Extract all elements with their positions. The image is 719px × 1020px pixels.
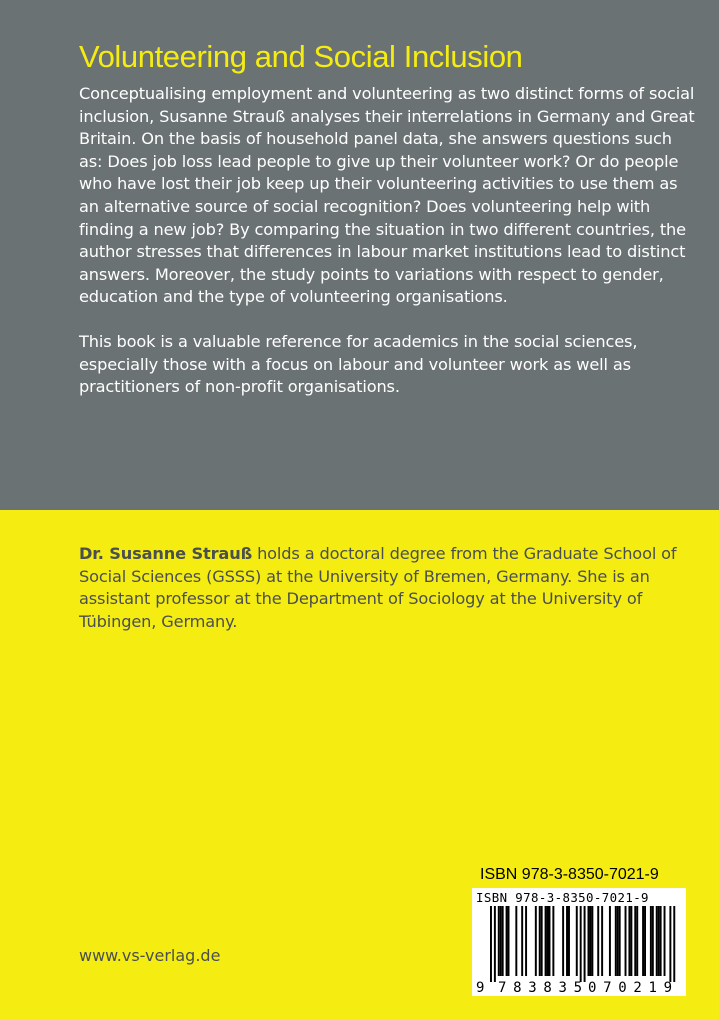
barcode-bars xyxy=(472,888,686,996)
barcode-bar xyxy=(673,906,675,982)
barcode-digit-first: 9 xyxy=(476,980,485,996)
barcode-bar xyxy=(515,906,517,976)
isbn-label: ISBN 978-3-8350-7021-9 xyxy=(480,866,659,883)
barcode-bar xyxy=(642,906,644,976)
barcode-bar xyxy=(552,906,554,976)
barcode-bar xyxy=(660,906,662,976)
barcode-bar xyxy=(545,906,547,976)
barcode-bar xyxy=(566,906,568,976)
barcode-bar xyxy=(609,906,611,976)
barcode-digits-left: 783835 xyxy=(498,980,582,996)
barcode-bar xyxy=(521,906,523,976)
barcode-bar xyxy=(584,906,586,982)
barcode-bar xyxy=(636,906,638,976)
barcode-bar xyxy=(576,906,578,976)
barcode-bar xyxy=(539,906,541,976)
barcode-bar xyxy=(502,906,504,976)
barcode-bar xyxy=(669,906,671,982)
barcode-bar xyxy=(549,906,551,976)
barcode-bar xyxy=(656,906,658,976)
publisher-website[interactable]: www.vs-verlag.de xyxy=(79,946,221,965)
barcode xyxy=(472,888,686,996)
barcode-bar xyxy=(589,906,591,976)
barcode-bar xyxy=(500,906,502,976)
barcode-bar xyxy=(506,906,508,976)
barcode-bar xyxy=(644,906,646,976)
barcode-bar xyxy=(494,906,496,982)
barcode-bar xyxy=(541,906,543,976)
barcode-bar xyxy=(630,906,632,976)
barcode-bar xyxy=(535,906,537,976)
barcode-bar xyxy=(562,906,564,976)
book-title: Volunteering and Social Inclusion xyxy=(79,39,523,74)
barcode-bar xyxy=(615,906,617,976)
barcode-bar xyxy=(591,906,593,976)
barcode-bar xyxy=(617,906,619,976)
barcode-digits-right: 070219 xyxy=(588,980,672,996)
barcode-bar xyxy=(619,906,621,976)
barcode-bar xyxy=(652,906,654,976)
barcode-isbn-text: ISBN 978-3-8350-7021-9 xyxy=(476,890,649,905)
author-name: Dr. Susanne Strauß xyxy=(79,544,253,563)
barcode-bar xyxy=(664,906,666,976)
author-bio xyxy=(79,543,699,633)
barcode-bar xyxy=(580,906,582,982)
author-bio-text: holds a doctoral degree from the Graduate School of Social Sciences (GSSS) at the University of Bremen, Germany. She is an assistant professor at the Department of Sociology at the University of Tübingen, Germany. xyxy=(79,544,677,631)
barcode-bar xyxy=(601,906,603,976)
barcode-bar xyxy=(658,906,660,976)
barcode-bar xyxy=(547,906,549,976)
barcode-bar xyxy=(625,906,627,976)
barcode-bar xyxy=(588,906,590,976)
description-paragraph-1: Conceptualising employment and volunteering as two distinct forms of social inclusion, Susanne Strauß analyses their interrelations in Germany and Great Britain. On the basis of household panel data, she answers questions such as: Does job loss lead people to give up their volunteer work? Or do people who have lost their job keep up their volunteering activities to use them as an alternative source of social recognition? Does volunteering help with finding a new job? By comparing the situation in two different countries, the author stresses that differences in labour market institutions lead to distinct answers. Moreover, the study points to variations with respect to gender, education and the type of volunteering organisations. xyxy=(79,84,695,307)
barcode-bar xyxy=(634,906,636,976)
book-description xyxy=(79,83,699,399)
barcode-bar xyxy=(650,906,652,976)
barcode-bar xyxy=(498,906,500,976)
barcode-bar xyxy=(568,906,570,976)
barcode-bar xyxy=(508,906,510,976)
barcode-bar xyxy=(490,906,492,982)
description-paragraph-2: This book is a valuable reference for academics in the social sciences, especially those with a focus on labour and volunteer work as well as practitioners of non-profit organisations. xyxy=(79,331,638,397)
barcode-bar xyxy=(525,906,527,976)
barcode-bar xyxy=(597,906,599,976)
barcode-bar xyxy=(628,906,630,976)
